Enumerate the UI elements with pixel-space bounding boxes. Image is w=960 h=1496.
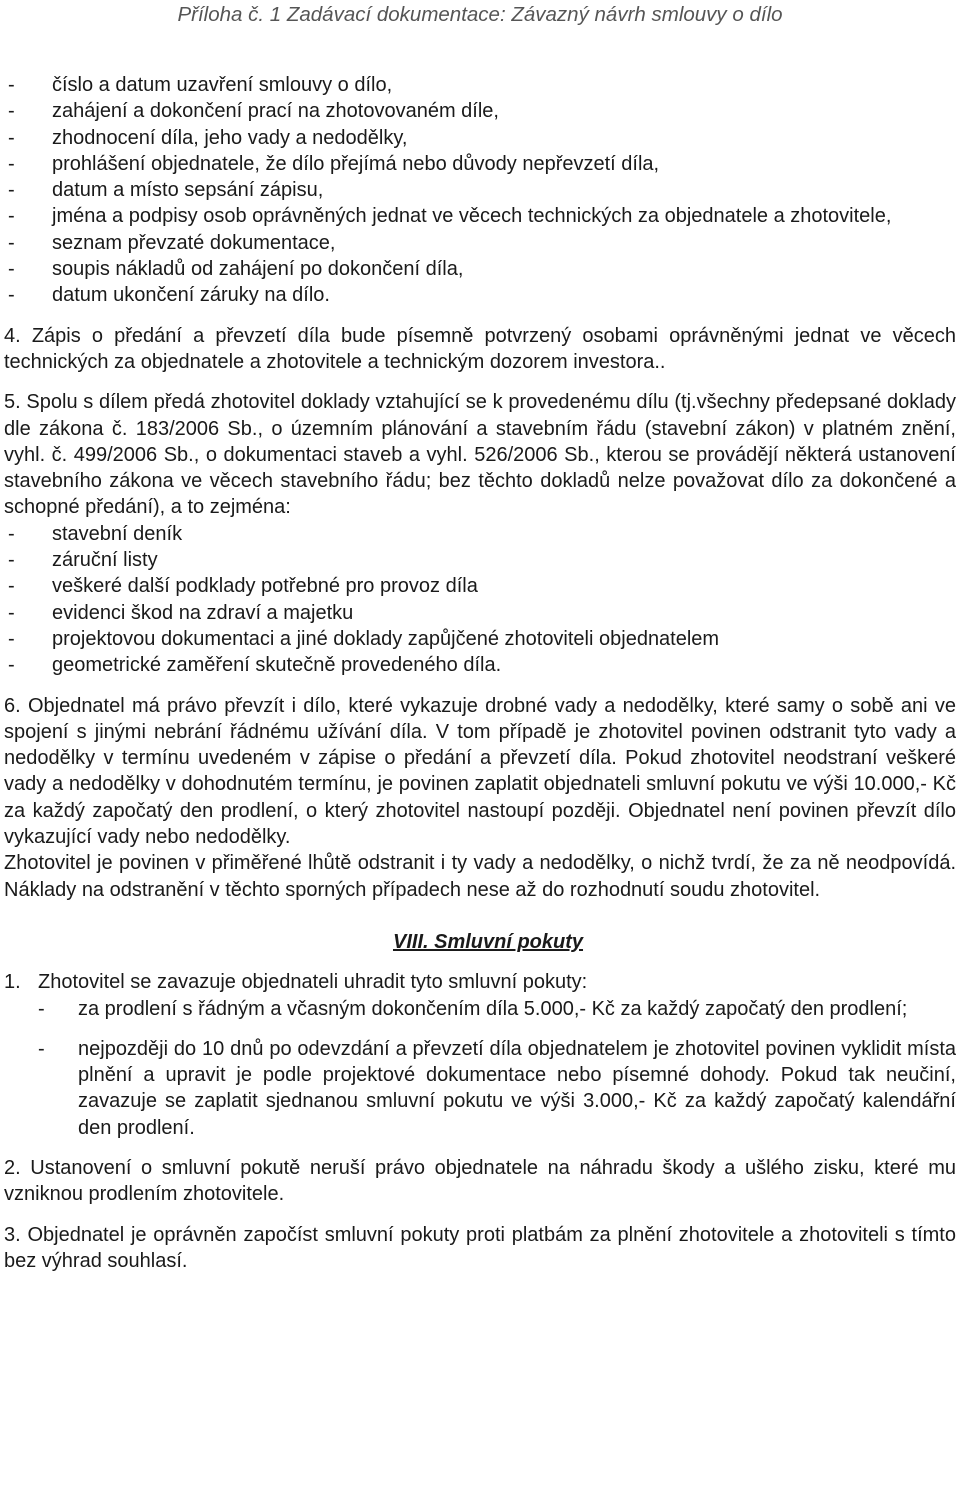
paragraph-6: 6. Objednatel má právo převzít i dílo, které vykazuje drobné vady a nedodělky, které samy o sobě ani ve spojení s jinými nebrání řádnému užívání díla. V tom případě je zhotovitel povinen odstranit tyto vady a nedodělky v termínu uvedeném v zápise o předání a převzetí díla. Pokud zhotovitel neodstraní veškeré vady a nedodělky v dohodnutém termínu, je povinen zaplatit objednateli smluvní pokutu ve výši 10.000,- Kč za každý započatý den prodlení, o který zhotovitel nastoupí později. Objednatel není povinen převzít dílo vykazující vady nebo nedodělky. <box>4 694 956 849</box>
list-item: - datum a místo sepsání zápisu, <box>8 179 324 202</box>
list-item: - seznam převzaté dokumentace, <box>8 231 336 254</box>
list-item: - za prodlení s řádným a včasným dokončením díla 5.000,- Kč za každý započatý den prodlení; <box>38 997 908 1020</box>
paragraph-5: 5. Spolu s dílem předá zhotovitel doklady vztahující se k provedenému dílu (tj.všechny předepsané doklady dle zákona č. 183/2006 Sb., o územním plánování a stavebním řádu (stavební zákon) v platném znění, vyhl. č. 499/2006 Sb., o dokumentaci staveb a vyhl. 526/2006 Sb., kterou se provádějí některá ustanovení stavebního zákona ve věcech stavebního řádu; bez těchto dokladů nelze považovat dílo za dokončené a schopné předání), a to zejména: <box>4 391 956 519</box>
list-item: - číslo a datum uzavření smlouvy o dílo, <box>8 74 393 96</box>
list-item: - soupis nákladů od zahájení po dokončení díla, <box>8 258 464 281</box>
section-heading: VIII. Smluvní pokuty <box>392 930 584 953</box>
penalty-1-intro: 1. Zhotovitel se zavazuje objednateli uhradit tyto smluvní pokuty: <box>4 969 956 995</box>
list-item: - veškeré další podklady potřebné pro provoz díla <box>8 575 478 598</box>
list-item: - geometrické zaměření skutečně provedeného díla. <box>8 654 502 677</box>
paragraph-4: 4. Zápis o předání a převzetí díla bude písemně potvrzený osobami oprávněnými jednat ve věcech technických za objednatele a zhotovitele a technickým dozorem investora.. <box>4 324 956 373</box>
list-item: - evidenci škod na zdraví a majetku <box>8 601 354 624</box>
list-item: - záruční listy <box>8 549 158 572</box>
list-item: - zahájení a dokončení prací na zhotovovaném díle, <box>8 100 499 123</box>
list-item: - zhodnocení díla, jeho vady a nedodělky, <box>8 126 408 149</box>
document-body <box>4 72 956 1274</box>
penalty-1-number: 1. <box>4 971 21 994</box>
penalty-2: 2. Ustanovení o smluvní pokutě neruší právo objednatele na náhradu škody a ušlého zisku, které mu vzniknou prodlením zhotovitele. <box>4 1156 956 1206</box>
intro-list <box>4 72 956 309</box>
list-item: - datum ukončení záruky na dílo. <box>8 284 330 307</box>
documents-list <box>4 521 956 679</box>
document-header: Příloha č. 1 Zadávací dokumentace: Závazný návrh smlouvy o dílo <box>177 3 783 26</box>
penalty-3: 3. Objednatel je oprávněn započíst smluvní pokuty proti platbám za plnění zhotovitele a zhotoviteli s tímto bez výhrad souhlasí. <box>4 1223 956 1272</box>
paragraph-6-continued: Zhotovitel je povinen v přiměřené lhůtě odstranit i ty vady a nedodělky, o nichž tvrdí, že za ně neodpovídá. Náklady na odstranění v těchto sporných případech nese až do rozhodnutí soudu zhotovitel. <box>4 852 956 901</box>
list-item: - nejpozději do 10 dnů po odevzdání a převzetí díla objednatelem je zhotovitel povinen vyklidit místa plnění a upravit je podle projektové dokumentace nebo písemné dohody. Pokud tak neučiní, zavazuje se zaplatit sjednanou smluvní pokutu ve výši 3.000,- Kč za každý započatý kalendářní den prodlení. <box>38 1037 956 1139</box>
list-item: - projektovou dokumentaci a jiné doklady zapůjčené zhotoviteli objednatelem <box>8 627 720 650</box>
list-item: - stavební deník <box>8 522 183 545</box>
list-item: - prohlášení objednatele, že dílo přejímá nebo důvody nepřevzetí díla, <box>8 152 660 175</box>
list-item: - jména a podpisy osob oprávněných jednat ve věcech technických za objednatele a zhotovitele, <box>8 205 892 228</box>
